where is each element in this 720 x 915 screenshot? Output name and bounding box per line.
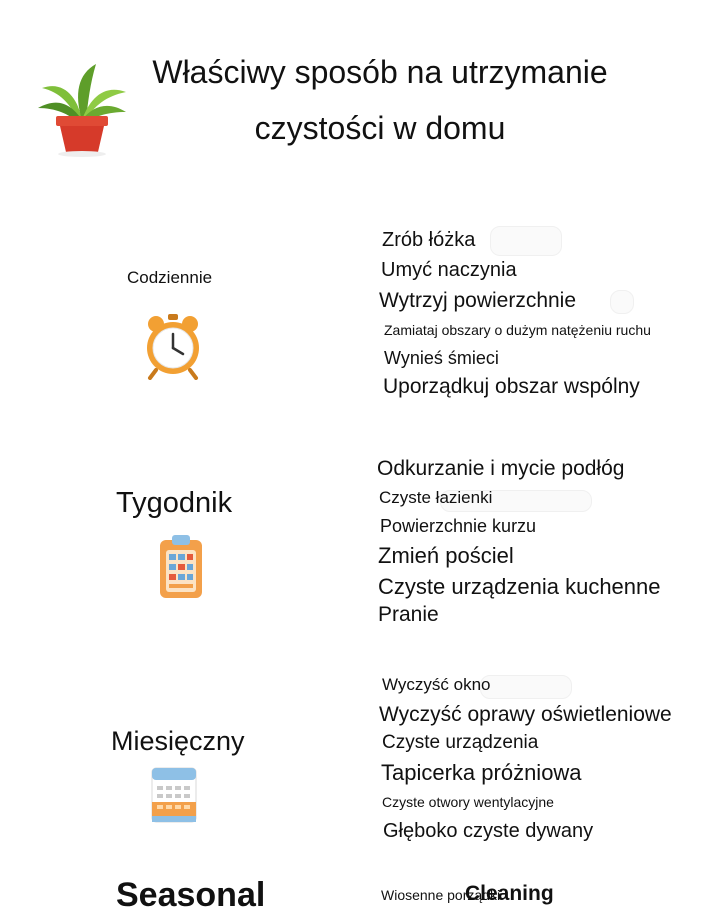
- task-item: Zamiataj obszary o dużym natężeniu ruchu: [384, 322, 651, 338]
- task-item: Wynieś śmieci: [384, 348, 499, 368]
- task-item: Czyste urządzenia kuchenne: [378, 574, 661, 599]
- wall-calendar-icon: [148, 764, 200, 826]
- section-label-seasonal: Seasonal: [116, 876, 266, 914]
- section-label-daily: Codziennie: [127, 268, 213, 287]
- page-title-line-1: Właściwy sposób na utrzymanie: [152, 54, 608, 90]
- task-item: Czyste urządzenia: [382, 732, 539, 753]
- task-item: Zrób łóżka: [382, 229, 476, 251]
- section-label-weekly: Tygodnik: [116, 487, 233, 519]
- task-item: Powierzchnie kurzu: [380, 516, 537, 536]
- task-item: Wyczyść okno: [382, 675, 491, 694]
- task-item: Cleaning: [465, 882, 554, 905]
- task-item: Głęboko czyste dywany: [383, 820, 594, 842]
- task-item: Umyć naczynia: [381, 259, 517, 281]
- task-item: Wiosenne porządki: [381, 887, 501, 903]
- section-label-monthly: Miesięczny: [111, 726, 245, 756]
- task-item: Czyste otwory wentylacyjne: [382, 794, 554, 810]
- task-item: Pranie: [378, 603, 439, 626]
- task-item: Uporządkuj obszar wspólny: [383, 375, 640, 398]
- calendar-organizer-icon: [156, 534, 206, 600]
- task-item: Zmień pościel: [378, 543, 514, 568]
- alarm-clock-icon: [142, 312, 204, 380]
- page-title-line-2: czystości w domu: [254, 110, 506, 146]
- task-item: Wyczyść oprawy oświetleniowe: [379, 703, 672, 726]
- task-item: Odkurzanie i mycie podłóg: [377, 457, 625, 480]
- task-item: Tapicerka próżniowa: [381, 760, 582, 785]
- task-item: Czyste łazienki: [379, 488, 493, 507]
- task-item: Wytrzyj powierzchnie: [379, 289, 577, 312]
